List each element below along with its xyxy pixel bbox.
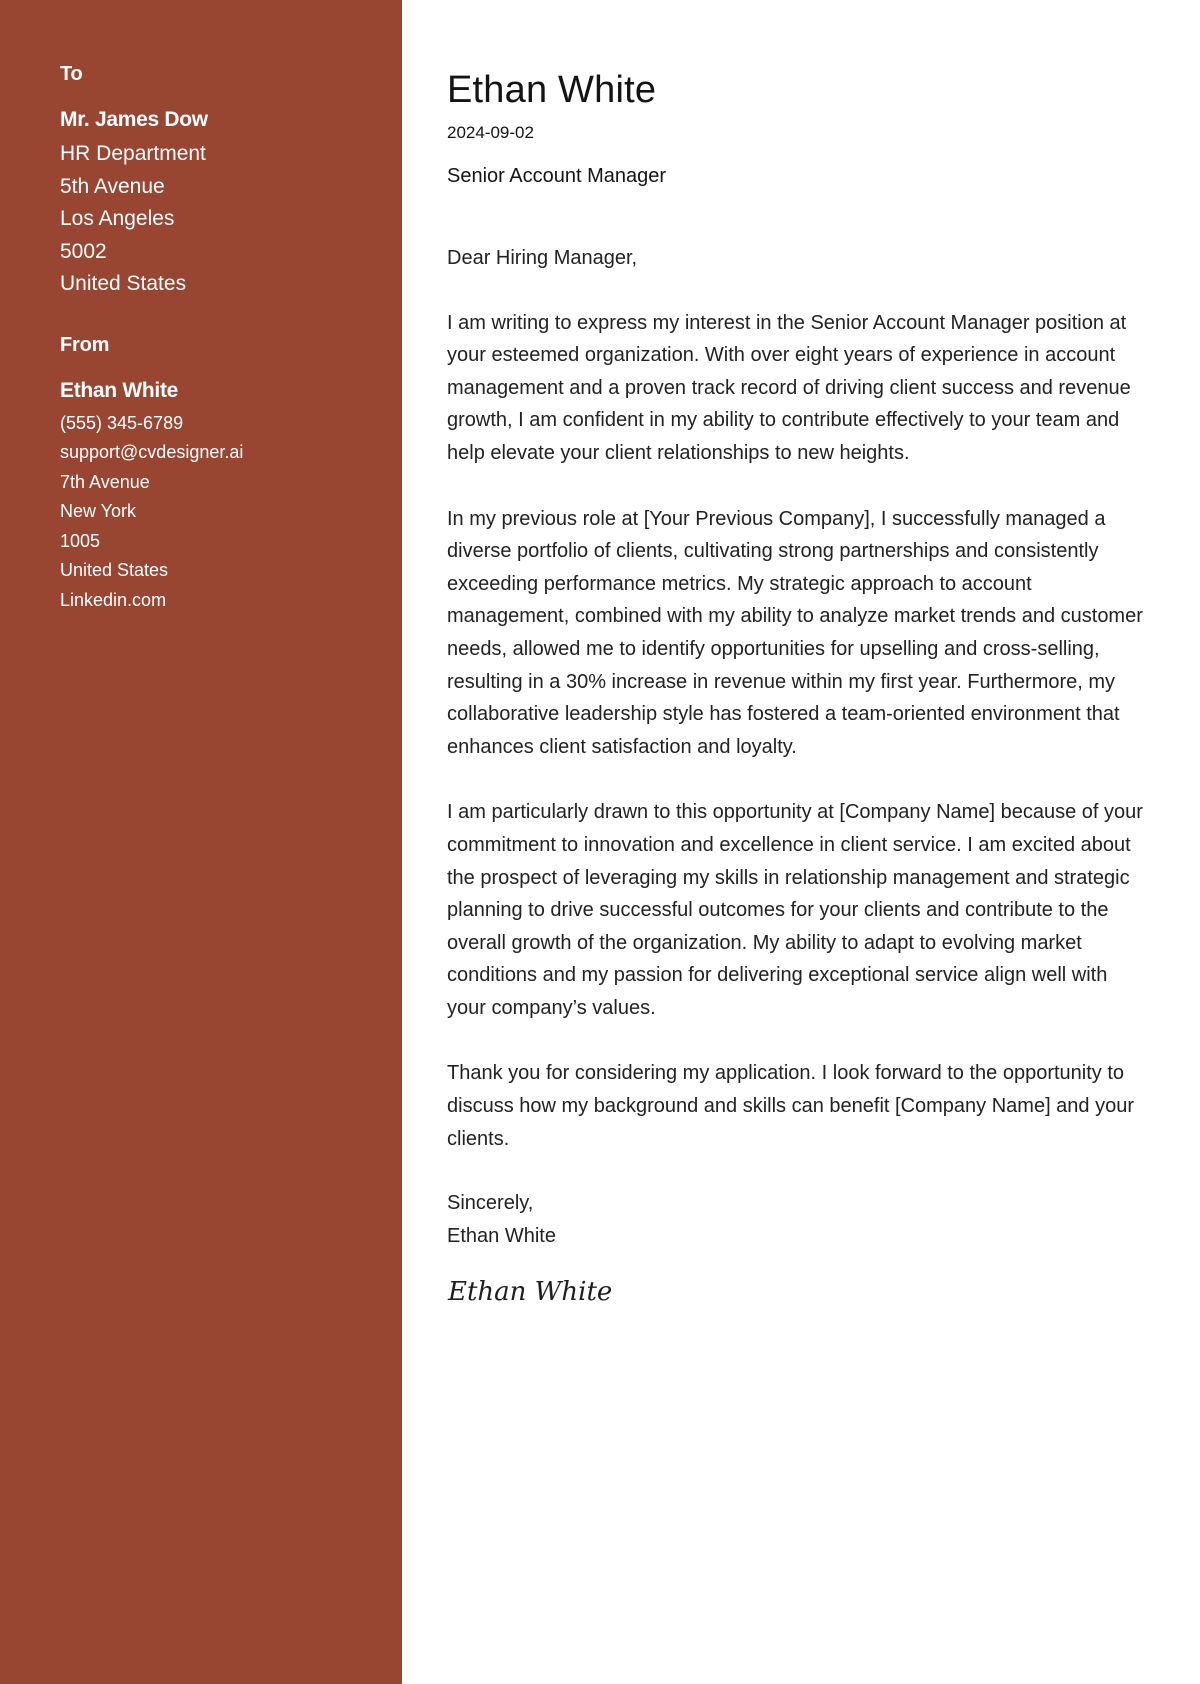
sender-country: United States bbox=[60, 560, 169, 580]
closing-name: Ethan White bbox=[447, 1224, 556, 1247]
sender-street: 7th Avenue bbox=[60, 471, 150, 492]
letter-paragraph: In my previous role at [Your Previous Company], I successfully managed a diverse portfolio of clients, cultivating strong partnerships and consistently exceeding performance metrics. My strategic approach to account management, combined with my ability to analyze market trends and customer needs, allowed me to identify opportunities for upselling and cross-selling, resulting in a 30% increase in revenue within my first year. Furthermore, my collaborative leadership style has fostered a team-oriented environment that enhances client satisfaction and loyalty. bbox=[447, 507, 1143, 758]
sender-linkedin: Linkedin.com bbox=[60, 589, 167, 610]
recipient-line: 5002 bbox=[60, 239, 107, 263]
letter-date: 2024-09-02 bbox=[447, 123, 534, 142]
recipient-line: United States bbox=[60, 272, 187, 295]
job-title: Senior Account Manager bbox=[447, 165, 667, 187]
closing: Sincerely, bbox=[447, 1192, 534, 1215]
signature-text: Ethan White bbox=[448, 1277, 613, 1308]
sender-block bbox=[60, 333, 362, 616]
recipient-line: Los Angeles bbox=[60, 207, 175, 230]
letter-body bbox=[447, 0, 1147, 1312]
letter-paragraph: Thank you for considering my application. I look forward to the opportunity to discuss how my background and skills can benefit [Company Name] and your clients. bbox=[447, 1062, 1135, 1150]
recipient-line: HR Department bbox=[60, 142, 206, 165]
sender-label: From bbox=[60, 333, 110, 356]
sender-city: New York bbox=[60, 501, 137, 521]
recipient-name: Mr. James Dow bbox=[60, 108, 208, 131]
sender-postal-code: 1005 bbox=[60, 530, 101, 551]
letter-paragraph: I am writing to express my interest in the Senior Account Manager position at your esteemed organization. With over eight years of experience in account management and a proven track record of driving client success and revenue growth, I am confident in my ability to contribute effectively to your team and help elevate your client relationships to new heights. bbox=[447, 311, 1131, 464]
sender-email: support@cvdesigner.ai bbox=[60, 442, 244, 462]
sender-phone: (555) 345-6789 bbox=[60, 412, 184, 433]
sender-name: Ethan White bbox=[60, 378, 179, 402]
signature-image bbox=[447, 1268, 667, 1312]
recipient-label: To bbox=[60, 63, 83, 85]
recipient-block bbox=[60, 62, 362, 301]
greeting: Dear Hiring Manager, bbox=[447, 247, 638, 269]
sidebar bbox=[0, 0, 402, 1684]
letter-paragraph: I am particularly drawn to this opportunity at [Company Name] because of your commitment to innovation and excellence in client service. I am excited about the prospect of leveraging my skills in relationship management and strategic planning to drive successful outcomes for your clients and contribute to the overall growth of the organization. My ability to adapt to evolving market conditions and my passion for delivering exceptional service align well with your company’s values. bbox=[447, 801, 1143, 1019]
closing-block bbox=[447, 1187, 1147, 1252]
signature bbox=[447, 1268, 1147, 1312]
author-name: Ethan White bbox=[447, 69, 657, 111]
letter-paragraphs bbox=[447, 307, 1147, 1156]
recipient-line: 5th Avenue bbox=[60, 174, 165, 198]
